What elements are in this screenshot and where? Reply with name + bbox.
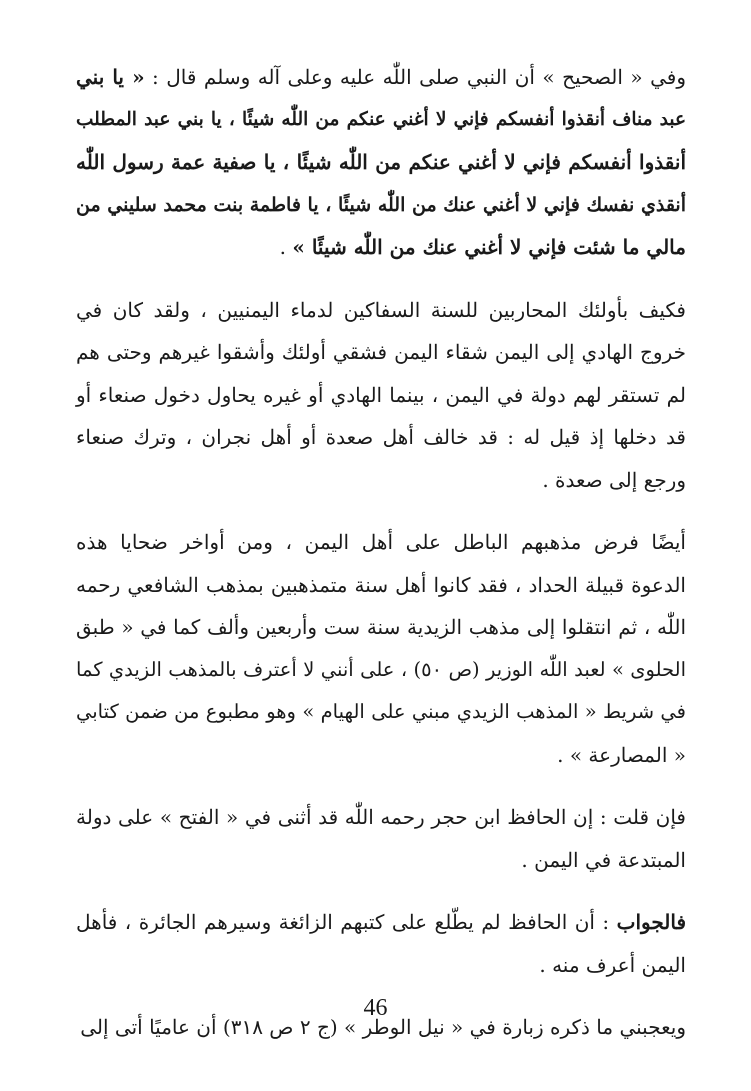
paragraph [76, 521, 686, 776]
bold-text: أنقذوا أنفسكم فإني لا أغني عنكم من اللّٰه شيئًا ، يا صفية عمة رسول اللّٰه [76, 150, 686, 174]
text-run: الدعوة قبيلة الحداد ، فقد كانوا أهل سنة متمذهبين بمذهب الشافعي رحمه [76, 572, 686, 597]
text-run: خروج الهادي إلى اليمن شقاء اليمن فشقي أولئك وأشقوا غيرهم وحتى هم [76, 340, 686, 364]
text-line [76, 606, 686, 649]
bold-text: فالجواب [616, 910, 686, 934]
text-run: ويعجبني ما ذكره زبارة في « نيل الوطر » (ج ٢ ص ٣١٨) أن عاميًا أتى إلى [80, 1015, 686, 1039]
text-run: في شريط « المذهب الزيدي مبني على الهيام » وهو مطبوع من ضمن كتابي [76, 700, 686, 723]
text-run: اللّٰه ، ثم انتقلوا إلى مذهب الزيدية سنة ست وأربعين وألف كما في « طبق [76, 615, 686, 639]
text-line [76, 184, 686, 227]
text-run: الحلوى » لعبد اللّٰه الوزير (ص ٥٠) ، على أنني لا أعترف بالمذهب الزيدي كما [76, 657, 686, 681]
paragraph [76, 56, 686, 269]
text-run: ورجع إلى صعدة . [542, 467, 686, 492]
text-run: فإن قلت : إن الحافظ ابن حجر رحمه اللّٰه قد أثنى في « الفتح » على دولة [76, 805, 686, 829]
text-run: فكيف بأولئك المحاربين للسنة السفاكين لدماء اليمنيين ، ولقد كان في [76, 297, 686, 322]
text-line [76, 56, 686, 99]
page-body [76, 56, 686, 1069]
bold-text: عبد مناف أنقذوا أنفسكم فإني لا أغني عنكم من اللّٰه شيئًا ، يا بني عبد المطلب [76, 108, 686, 130]
bold-text: « يا بني [76, 65, 145, 89]
text-line [76, 416, 686, 459]
text-line [76, 649, 686, 692]
text-line [76, 141, 686, 184]
bold-text: أنقذي نفسك فإني لا أغني عنك من اللّٰه شيئًا ، يا فاطمة بنت محمد سليني من [76, 193, 686, 216]
text-line [76, 331, 686, 374]
text-line [76, 564, 686, 607]
text-run: . [279, 235, 293, 259]
paragraph [76, 796, 686, 881]
text-line [76, 226, 686, 269]
text-run: قد دخلها إذ قيل له : قد خالف أهل صعدة أو أهل نجران ، وترك صنعاء [76, 425, 686, 449]
text-line [76, 796, 686, 839]
page-number: 46 [363, 995, 388, 1021]
text-run: المبتدعة في اليمن . [521, 847, 686, 872]
text-run: وفي « الصحيح » أن النبي صلى اللّٰه عليه وعلى آله وسلم قال : [144, 65, 686, 89]
text-run: لم تستقر لهم دولة في اليمن ، بينما الهادي أو غيره يحاول دخول صنعاء أو [76, 382, 686, 407]
text-line [76, 734, 686, 777]
text-line [76, 374, 686, 417]
paragraph [76, 901, 686, 986]
text-run: « المصارعة » . [557, 742, 686, 767]
text-line [76, 99, 686, 142]
text-run: اليمن أعرف منه . [539, 952, 686, 977]
text-line [76, 459, 686, 502]
text-run: أيضًا فرض مذهبهم الباطل على أهل اليمن ، ومن أواخر ضحايا هذه [76, 530, 686, 554]
paragraph [76, 289, 686, 502]
text-line [76, 691, 686, 734]
text-line [76, 521, 686, 564]
text-line [76, 901, 686, 944]
text-line [76, 839, 686, 882]
text-line [76, 289, 686, 332]
bold-text: مالي ما شئت فإني لا أغني عنك من اللّٰه شيئًا » [292, 235, 686, 259]
text-line [76, 944, 686, 987]
text-run: : أن الحافظ لم يطّلع على كتبهم الزائغة وسيرهم الجائرة ، فأهل [76, 910, 617, 934]
